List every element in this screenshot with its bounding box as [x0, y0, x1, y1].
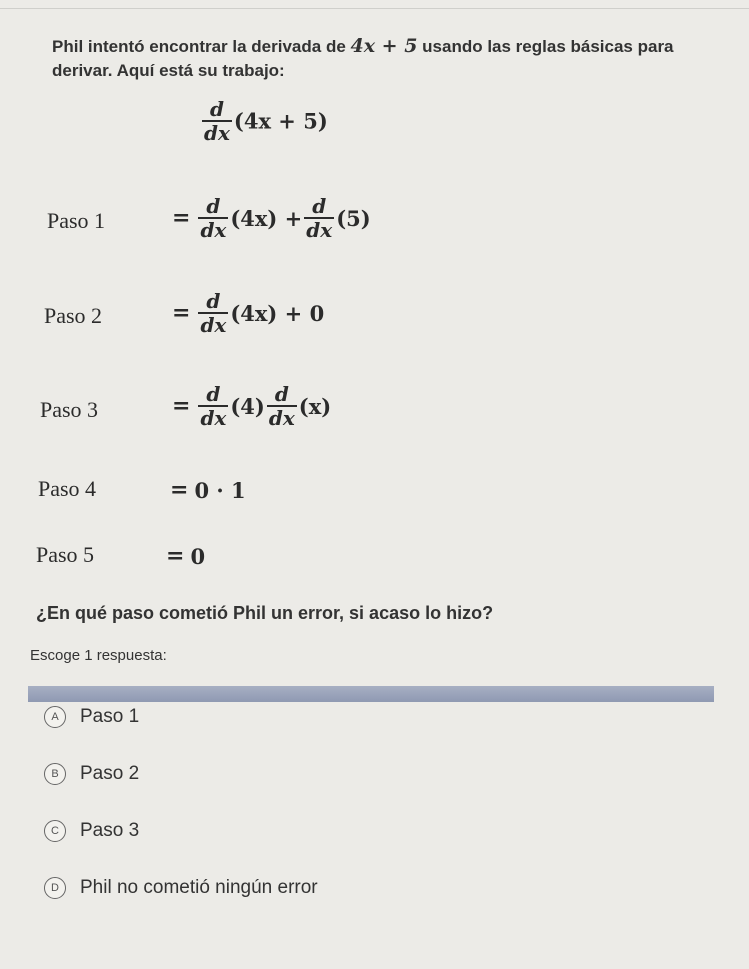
intro-suffix: usando las reglas básicas para derivar. Aquí está su trabajo: — [52, 37, 674, 80]
option-c[interactable] — [44, 820, 139, 842]
derivative-operator: $\frac{d}{dx}$ — [200, 194, 227, 242]
intro-expression: 4x + 5 — [350, 35, 418, 57]
option-d[interactable] — [44, 877, 318, 899]
option-d-radio[interactable]: D — [44, 877, 66, 899]
step-1-label: Paso 1 — [47, 208, 106, 233]
derivative-operator: $\frac{d}{dx}$ — [200, 289, 227, 337]
step-5-equation: = 0 — [166, 543, 206, 569]
step-5-label: Paso 5 — [36, 542, 95, 567]
step-2-equation: = $\frac{d}{dx}$ (4x) + 0 — [172, 289, 325, 337]
step-2-label: Paso 2 — [44, 303, 103, 328]
step-1-equation: = $\frac{d}{dx}$ (4x) + $\frac{d}{dx}$ (5) — [172, 194, 371, 242]
option-c-label: Paso 3 — [80, 820, 140, 841]
main-expression — [200, 98, 328, 144]
intro-prefix: Phil intentó encontrar la derivada de — [52, 37, 351, 56]
option-a-label: Paso 1 — [80, 706, 140, 727]
option-a[interactable] — [44, 706, 139, 728]
derivative-operator: $\frac{d}{dx}$ — [200, 382, 227, 430]
derivative-operator: $\frac{d}{dx}$ — [204, 97, 230, 145]
top-divider — [0, 8, 749, 9]
option-a-radio[interactable]: A — [44, 706, 66, 728]
derivative-operator: $\frac{d}{dx}$ — [268, 382, 295, 430]
option-b-radio[interactable]: B — [44, 763, 66, 785]
step-4-label: Paso 4 — [38, 476, 97, 501]
step-3-equation: = $\frac{d}{dx}$ (4) $\frac{d}{dx}$ (x) — [172, 382, 332, 430]
choose-label: Escoge 1 respuesta: — [30, 647, 167, 664]
answer-divider-bar — [28, 686, 714, 702]
question-text: ¿En qué paso cometió Phil un error, si acaso lo hizo? — [36, 603, 494, 623]
option-d-label: Phil no cometió ningún error — [80, 877, 318, 898]
step-4-equation: = 0 · 1 — [170, 477, 246, 503]
step-3-label: Paso 3 — [40, 397, 99, 422]
problem-statement — [52, 34, 732, 83]
main-expression-arg: (4x + 5) — [233, 108, 328, 134]
derivative-operator: $\frac{d}{dx}$ — [306, 194, 333, 242]
option-b-label: Paso 2 — [80, 763, 140, 784]
option-b[interactable] — [44, 763, 139, 785]
option-c-radio[interactable]: C — [44, 820, 66, 842]
